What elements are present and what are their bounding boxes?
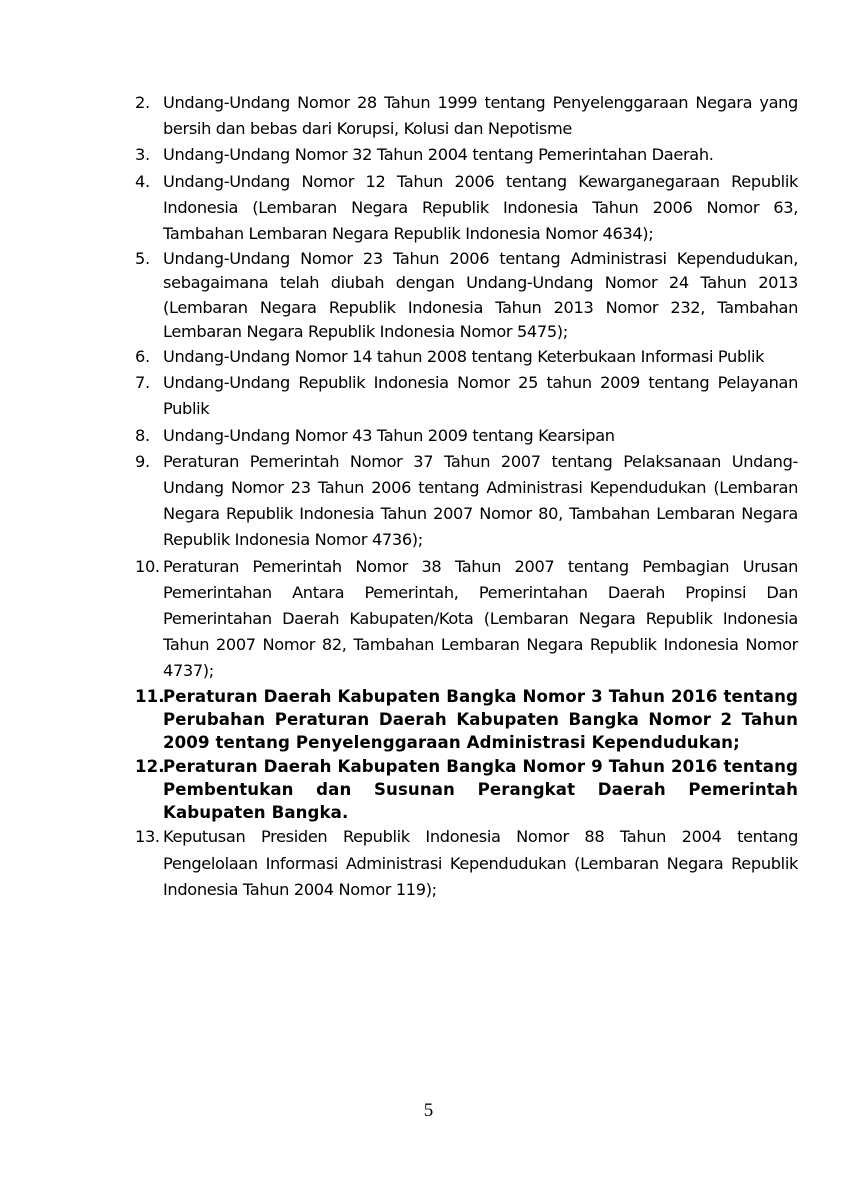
list-item	[135, 90, 798, 142]
item-number: 13.	[135, 827, 160, 847]
legal-basis-list	[135, 90, 798, 903]
list-item	[135, 370, 798, 422]
list-item	[135, 554, 798, 685]
item-number: 12.	[135, 756, 165, 776]
item-number: 2.	[135, 93, 150, 112]
item-text: Undang-Undang Nomor 32 Tahun 2004 tentang Pemerintahan Daerah.	[163, 145, 714, 165]
item-text: Peraturan Daerah Kabupaten Bangka Nomor 9 Tahun 2016 tentang Pembentukan dan Susunan Perangkat Daerah Pemerintah Kabupaten Bangka.	[163, 756, 798, 823]
item-text: Undang-Undang Nomor 23 Tahun 2006 tentang Administrasi Kependudukan, sebagaimana telah diubah dengan Undang-Undang Nomor 24 Tahun 2013 (Lembaran Negara Republik Indonesia Tahun 2013 Nomor 232, Tambahan Lembaran Negara Republik Indonesia Nomor 5475);	[163, 249, 798, 341]
item-text: Undang-Undang Nomor 14 tahun 2008 tentang Keterbukaan Informasi Publik	[163, 347, 765, 367]
list-item	[135, 247, 798, 344]
item-number: 3.	[135, 145, 150, 165]
item-number: 9.	[135, 451, 150, 471]
list-item	[135, 755, 798, 825]
item-text: Undang-Undang Nomor 43 Tahun 2009 tentang Kearsipan	[163, 425, 615, 445]
item-text: Undang-Undang Nomor 28 Tahun 1999 tentang Penyelenggaraan Negara yang bersih dan bebas dari Korupsi, Kolusi dan Nepotisme	[163, 93, 798, 139]
item-text: Keputusan Presiden Republik Indonesia Nomor 88 Tahun 2004 tentang Pengelolaan Informasi Administrasi Kependudukan (Lembaran Negara Republik Indonesia Tahun 2004 Nomor 119);	[163, 827, 798, 899]
item-number: 6.	[135, 347, 150, 367]
item-text: Undang-Undang Nomor 12 Tahun 2006 tentang Kewarganegaraan Republik Indonesia (Lembaran Negara Republik Indonesia Tahun 2006 Nomor 63, Tambahan Lembaran Negara Republik Indonesia Nomor 4634);	[163, 171, 798, 244]
item-number: 7.	[135, 373, 150, 393]
item-number: 10.	[135, 556, 160, 576]
list-item	[135, 344, 798, 370]
list-item	[135, 685, 798, 755]
list-item	[135, 169, 798, 248]
list-item	[135, 824, 798, 903]
page-number: 5	[423, 1100, 434, 1121]
list-item	[135, 423, 798, 449]
item-number: 4.	[135, 171, 150, 191]
item-number: 5.	[135, 249, 150, 269]
list-item	[135, 449, 798, 554]
list-item	[135, 142, 798, 168]
item-text: Peraturan Daerah Kabupaten Bangka Nomor 3 Tahun 2016 tentang Perubahan Peraturan Daerah Kabupaten Bangka Nomor 2 Tahun 2009 tentang Penyelenggaraan Administrasi Kependudukan;	[163, 686, 798, 753]
item-number: 8.	[135, 425, 150, 445]
item-text: Peraturan Pemerintah Nomor 38 Tahun 2007 tentang Pembagian Urusan Pemerintahan Antara Pemerintah, Pemerintahan Daerah Propinsi Dan Pemerintahan Daerah Kabupaten/Kota (Lembaran Negara Republik Indonesia Tahun 2007 Nomor 82, Tambahan Lembaran Negara Republik Indonesia Nomor 4737);	[163, 556, 798, 681]
item-number: 11.	[135, 686, 165, 706]
item-text: Undang-Undang Republik Indonesia Nomor 25 tahun 2009 tentang Pelayanan Publik	[163, 373, 798, 419]
item-text: Peraturan Pemerintah Nomor 37 Tahun 2007 tentang Pelaksanaan Undang-Undang Nomor 23 Tahun 2006 tentang Administrasi Kependudukan (Lembaran Negara Republik Indonesia Tahun 2007 Nomor 80, Tambahan Lembaran Negara Republik Indonesia Nomor 4736);	[163, 451, 798, 550]
